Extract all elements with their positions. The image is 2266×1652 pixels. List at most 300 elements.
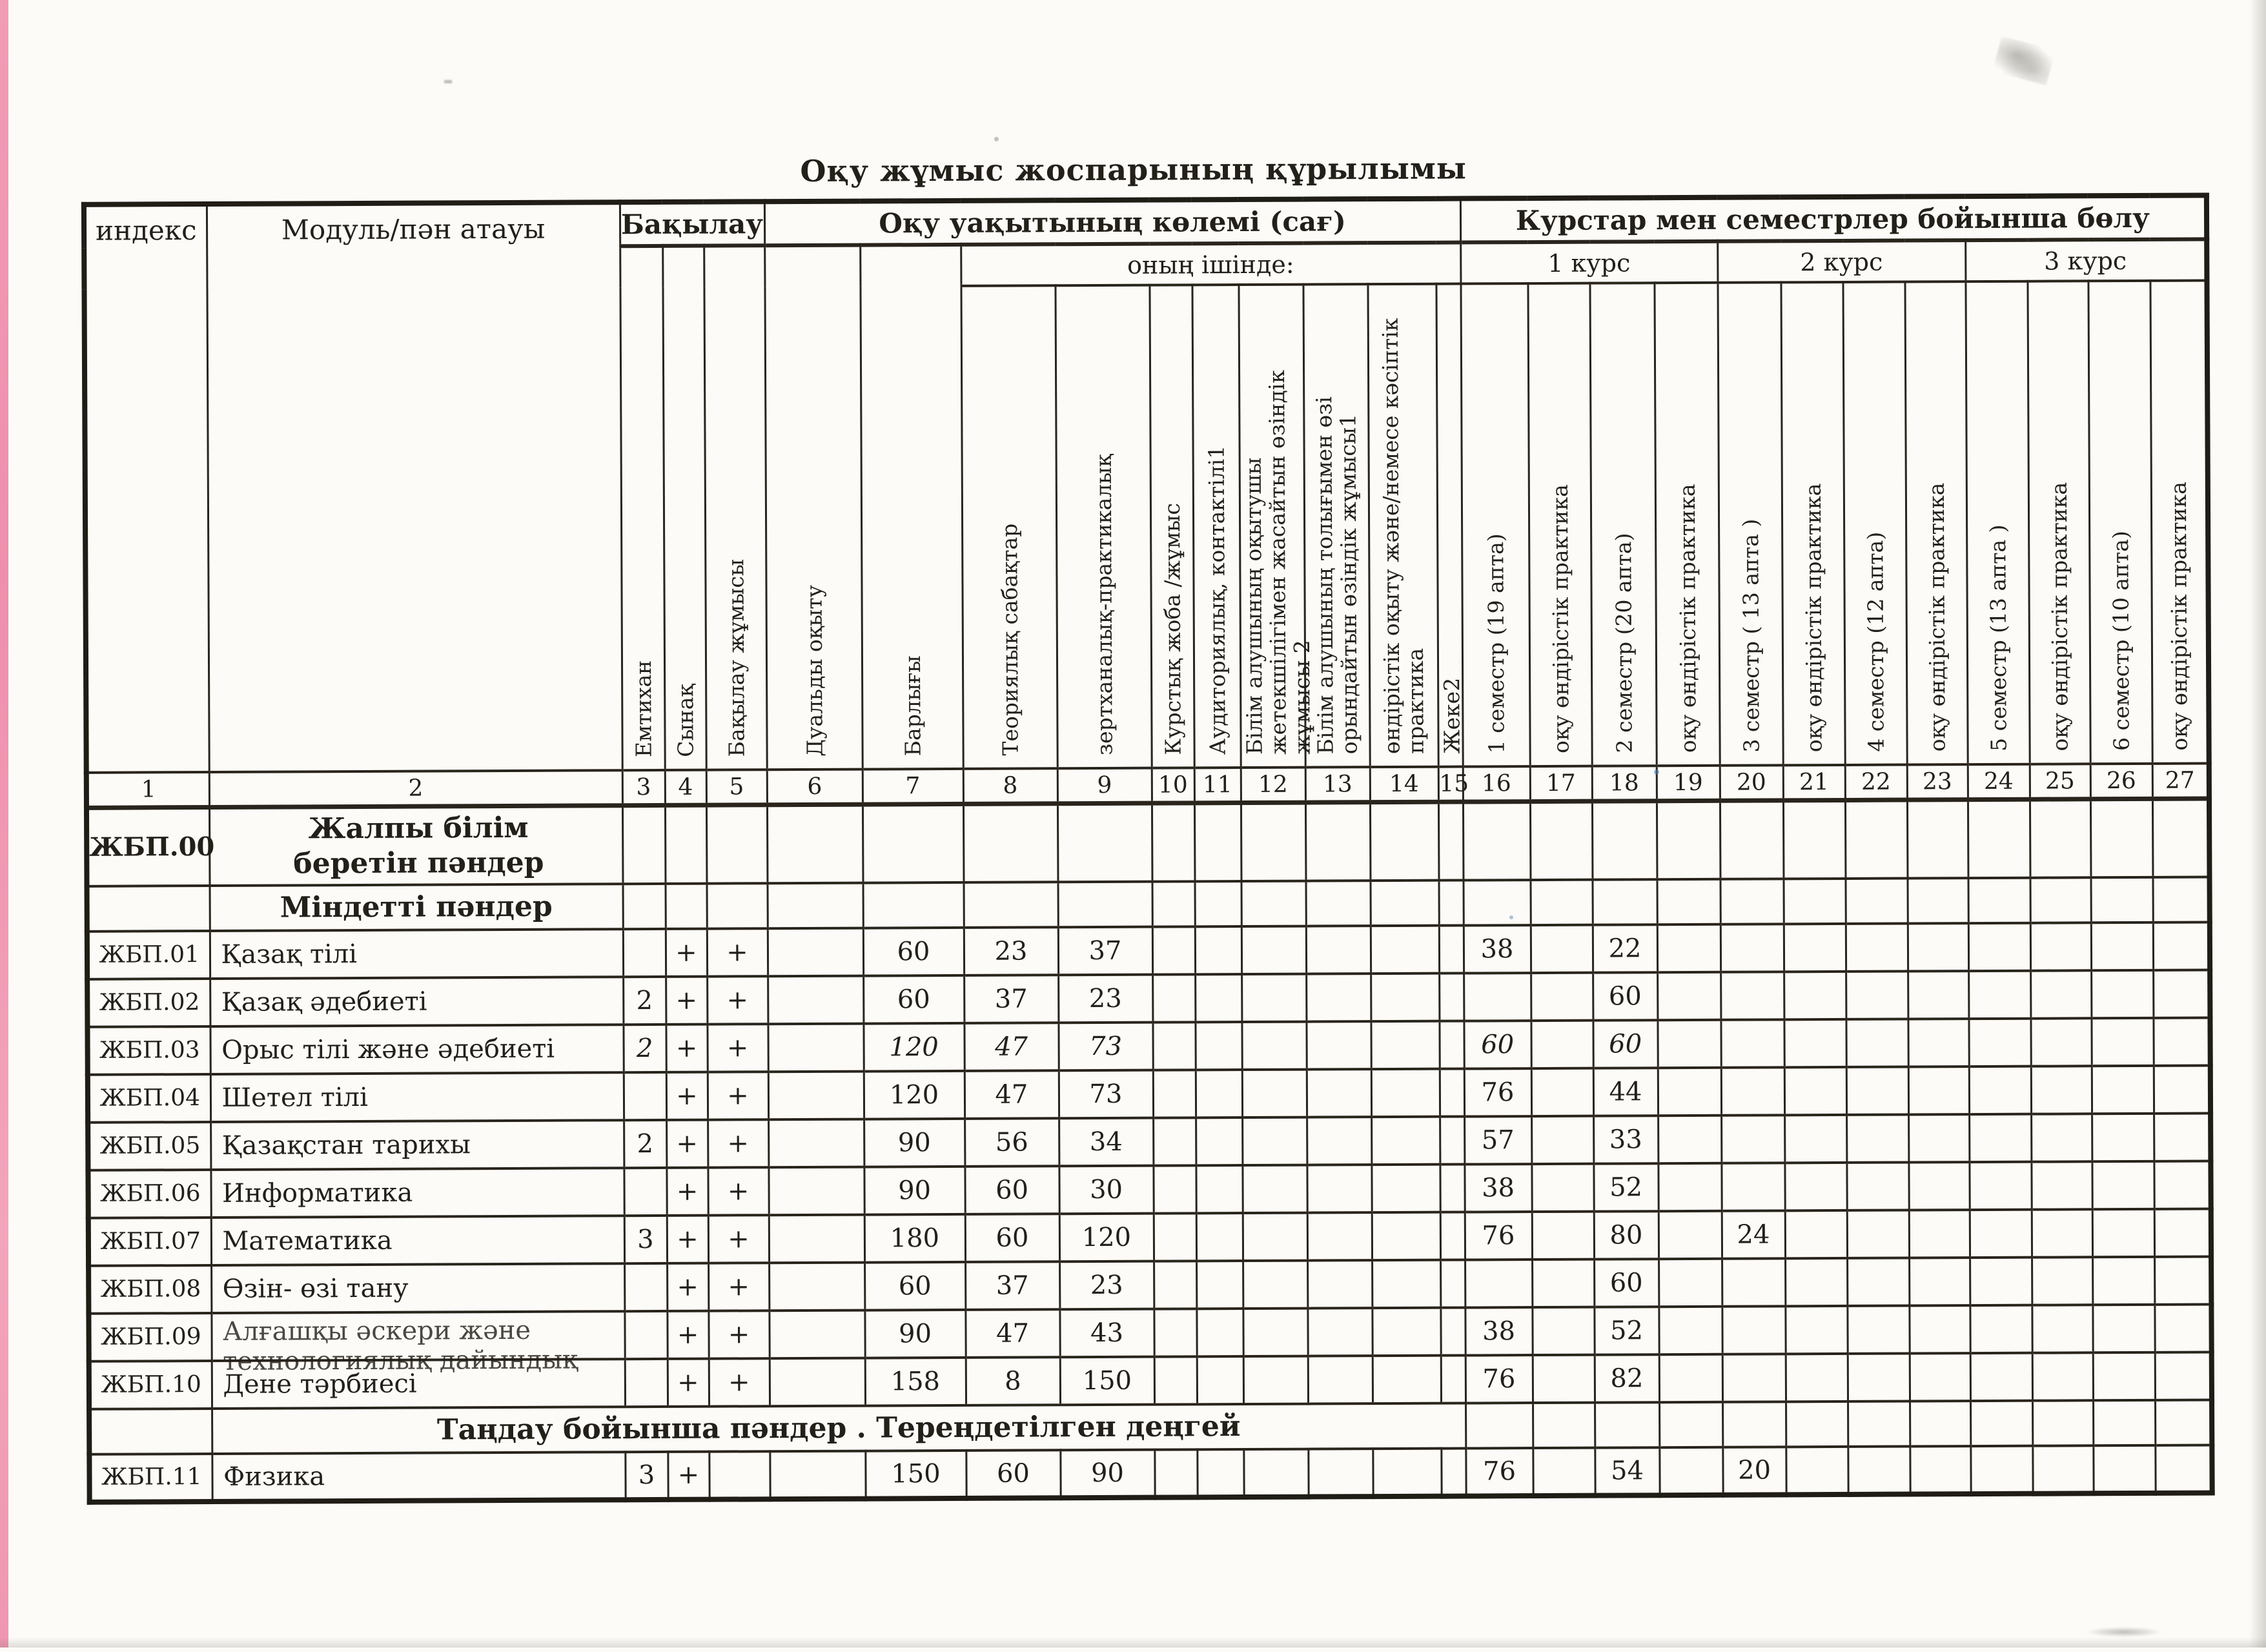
cell-col11 — [1196, 1165, 1242, 1213]
cell-col21 — [1784, 1162, 1846, 1210]
cell-col5: + — [709, 1358, 770, 1406]
col-header-ozindik-zhumysy-1 — [1303, 284, 1369, 767]
cell-col15 — [1439, 925, 1464, 973]
cell-col27 — [2154, 1256, 2211, 1304]
cell-empty-col18 — [1593, 879, 1657, 924]
cell-empty-col8 — [963, 803, 1058, 882]
cell-subject-name — [211, 1216, 624, 1265]
cell-empty-col7 — [863, 882, 964, 928]
cell-col18: 60 — [1593, 1020, 1657, 1068]
cell-col6 — [768, 975, 863, 1024]
cell-col13 — [1306, 926, 1371, 974]
cell-col22 — [1846, 923, 1908, 971]
subject-name: Қазақ тілі — [221, 939, 358, 970]
cell-col17 — [1532, 1307, 1594, 1354]
cell-subject-name — [210, 1072, 624, 1122]
cell-col15 — [1440, 1259, 1465, 1307]
cell-col17 — [1531, 1068, 1593, 1116]
cell-col25 — [2032, 1209, 2092, 1257]
cell-col10 — [1153, 1070, 1196, 1117]
course-2-header: 2 курс — [1717, 240, 1965, 283]
cell-col15 — [1440, 1116, 1464, 1164]
subject-name: Қазақстан тарихы — [221, 1129, 471, 1161]
courses-group-header: Курстар мен семестрлер бойынша бөлу — [1460, 195, 2207, 242]
cell-col8: 8 — [966, 1357, 1060, 1405]
cell-empty-col4 — [665, 805, 707, 884]
cell-col12 — [1242, 1165, 1307, 1212]
cell-col3: 2 — [624, 1119, 666, 1167]
cell-col18: 60 — [1593, 972, 1657, 1020]
col-header-ozindik-zhumysy-2 — [1238, 285, 1315, 768]
col-header-semestr-2 — [1589, 283, 1656, 766]
cell-col21 — [1784, 971, 1846, 1019]
column-number-25: 25 — [2030, 764, 2090, 799]
table-row-ЖБП.08 — [88, 1256, 2211, 1313]
cell-col18: 33 — [1593, 1116, 1658, 1163]
col-header-praktika-4 — [1904, 281, 1967, 764]
cell-col19 — [1657, 1019, 1720, 1067]
col-header-label: оқу өндірістік практика — [1674, 484, 1701, 753]
cell-col22 — [1847, 1210, 1909, 1258]
cell-section-index — [87, 886, 210, 932]
column-number-23: 23 — [1907, 764, 1968, 799]
col-header-label: Сынақ — [672, 684, 699, 757]
col-header-label: Барлығы — [899, 655, 926, 757]
cell-col7: 90 — [864, 1166, 965, 1214]
cell-col9: 30 — [1059, 1165, 1153, 1214]
col-header-emtihan — [620, 246, 665, 770]
col-header-label: 5 семестр (13 апта ) — [1985, 524, 2012, 751]
cell-col15 — [1440, 1307, 1465, 1355]
cell-col19 — [1659, 1306, 1722, 1354]
cell-empty-col26 — [2090, 799, 2153, 877]
col-header-dualdy-oqytu — [764, 245, 863, 770]
cell-col27 — [2154, 1208, 2211, 1256]
cell-col23 — [1908, 923, 1968, 971]
cell-col14 — [1372, 1212, 1440, 1259]
cell-col9: 120 — [1059, 1213, 1154, 1261]
cell-col19 — [1658, 1163, 1721, 1210]
cell-empty-col22 — [1845, 800, 1908, 879]
subject-name: Өзін- өзі тану — [222, 1273, 409, 1304]
cell-col24 — [1968, 970, 2030, 1018]
cell-subject-index: ЖБП.03 — [87, 1026, 210, 1075]
cell-col11 — [1195, 974, 1241, 1022]
cell-col23 — [1909, 1305, 1970, 1353]
cell-col4: + — [666, 1024, 707, 1072]
cell-empty-col12 — [1241, 802, 1306, 881]
cell-col19 — [1658, 1067, 1721, 1115]
cell-empty-col19 — [1659, 1402, 1722, 1447]
cell-col4: + — [668, 1358, 709, 1406]
cell-subject-name — [210, 1025, 623, 1074]
cell-subject-name — [211, 1263, 624, 1313]
cell-subject-index: ЖБП.09 — [88, 1312, 211, 1361]
cell-col27 — [2154, 1113, 2210, 1161]
cell-col23 — [1910, 1353, 1970, 1401]
cell-col14 — [1371, 1068, 1440, 1116]
cell-col21 — [1785, 1258, 1847, 1305]
cell-col20 — [1722, 1354, 1786, 1402]
cell-col8: 47 — [965, 1070, 1059, 1119]
cell-subject-index: ЖБП.07 — [88, 1217, 211, 1265]
cell-empty-col25 — [2030, 877, 2091, 923]
cell-empty-col11 — [1195, 881, 1241, 926]
cell-empty-col19 — [1657, 801, 1720, 879]
cell-col21 — [1784, 1066, 1846, 1114]
subject-name: Физика — [223, 1461, 325, 1492]
cell-col16: 38 — [1464, 925, 1531, 973]
cell-empty-col13 — [1306, 881, 1371, 926]
cell-empty-col20 — [1720, 800, 1784, 879]
cell-col13 — [1306, 1021, 1371, 1069]
cell-empty-col15 — [1438, 880, 1463, 925]
cell-empty-col27 — [2152, 798, 2210, 877]
cell-col13 — [1307, 1308, 1372, 1356]
cell-col16: 38 — [1464, 1164, 1531, 1212]
cell-subject-index: ЖБП.01 — [87, 931, 210, 979]
cell-col21 — [1784, 1019, 1846, 1066]
cell-col5: + — [707, 1024, 768, 1072]
cell-col16: 38 — [1465, 1307, 1532, 1355]
col-header-praktika-6 — [2150, 280, 2209, 763]
cell-col17 — [1531, 1116, 1593, 1163]
cell-col17 — [1531, 924, 1593, 972]
cell-col26 — [2092, 1304, 2154, 1352]
column-number-5: 5 — [706, 770, 767, 804]
col-header-semestr-3 — [1717, 282, 1782, 765]
cell-col6 — [768, 1023, 863, 1072]
column-number-9: 9 — [1057, 768, 1152, 804]
cell-col16 — [1464, 973, 1531, 1021]
col-header-label: оқу өндірістік практика — [1923, 482, 1950, 752]
cell-col10 — [1154, 1449, 1197, 1497]
col-header-label: оқу өндірістік практика — [1547, 484, 1574, 753]
cell-col3 — [625, 1358, 668, 1406]
column-number-27: 27 — [2152, 763, 2209, 798]
col-header-label: зертханалық-практикалық — [1090, 454, 1118, 756]
cell-col18: 60 — [1594, 1259, 1659, 1307]
cell-empty-col20 — [1722, 1402, 1786, 1447]
cell-col8: 60 — [965, 1214, 1059, 1262]
cell-empty-col10 — [1152, 881, 1195, 926]
table-row-ЖБП.11 — [89, 1445, 2212, 1502]
course-3-header: 3 курс — [1965, 239, 2207, 281]
module-name: Жалпы білім беретін пәндер — [293, 811, 544, 880]
cell-empty-col8 — [964, 882, 1058, 928]
cell-col7: 180 — [864, 1214, 965, 1262]
cell-empty-col14 — [1370, 802, 1439, 881]
col-header-label: 2 семестр (20 апта) — [1610, 533, 1637, 753]
cell-col17 — [1532, 1259, 1594, 1307]
cell-empty-col22 — [1848, 1401, 1910, 1446]
cell-col15 — [1440, 1164, 1464, 1212]
col-header-label: 1 семестр (19 апта) — [1482, 533, 1509, 754]
cell-col11 — [1196, 1309, 1243, 1356]
cell-col12 — [1241, 926, 1306, 974]
cell-col26 — [2093, 1445, 2155, 1493]
cell-subject-index: ЖБП.06 — [88, 1169, 210, 1218]
cell-col14 — [1371, 1021, 1439, 1068]
cell-subject-name — [212, 1452, 625, 1502]
cell-col23 — [1908, 1066, 1969, 1114]
cell-empty-col19 — [1657, 879, 1720, 924]
cell-col24 — [1968, 923, 2030, 970]
cell-col8: 37 — [964, 975, 1058, 1023]
cell-col5: + — [708, 1310, 769, 1358]
cell-col13 — [1307, 1117, 1371, 1165]
cell-empty-col24 — [1968, 877, 2030, 923]
cell-col4: + — [666, 976, 707, 1024]
cell-empty-col25 — [2032, 1400, 2093, 1445]
cell-col13 — [1307, 1260, 1372, 1308]
cell-empty-col21 — [1783, 800, 1846, 879]
cell-col8: 23 — [964, 927, 1058, 975]
col-header-label: 6 семестр (10 апта) — [2107, 531, 2134, 751]
col-header-barlygy — [860, 245, 963, 770]
cell-col11 — [1195, 926, 1241, 974]
cell-empty-col21 — [1786, 1401, 1848, 1446]
cell-empty-col23 — [1907, 799, 1968, 878]
cell-section-name: Міндетті пәндер — [210, 884, 623, 931]
cell-subject-name — [211, 1311, 624, 1376]
cell-empty-col23 — [1910, 1401, 1970, 1446]
cell-col12 — [1243, 1449, 1308, 1496]
cell-subject-name — [210, 977, 623, 1026]
cell-subject-index: ЖБП.08 — [88, 1265, 211, 1313]
cell-col8: 60 — [965, 1166, 1059, 1214]
column-number-8: 8 — [963, 768, 1057, 804]
cell-col22 — [1847, 1258, 1909, 1305]
cell-col22 — [1846, 1066, 1908, 1114]
cell-col8: 47 — [965, 1309, 1059, 1358]
cell-col20: 20 — [1722, 1447, 1786, 1494]
cell-col13 — [1307, 1165, 1371, 1212]
cell-empty-col20 — [1720, 879, 1784, 924]
cell-col4: + — [666, 928, 707, 976]
table-row-ЖБП.05 — [88, 1113, 2210, 1170]
cell-col23 — [1910, 1446, 1970, 1494]
cell-col4: + — [667, 1215, 708, 1263]
cell-col4: + — [668, 1451, 709, 1499]
column-number-15: 15 — [1438, 767, 1463, 802]
cell-empty-col7 — [863, 804, 964, 882]
cell-col11 — [1196, 1070, 1242, 1117]
cell-col3 — [623, 928, 666, 976]
cell-col24 — [1970, 1305, 2032, 1352]
subject-name: Қазақ әдебиеті — [221, 986, 427, 1017]
cell-col14 — [1371, 925, 1439, 973]
cell-col12 — [1243, 1260, 1307, 1308]
cell-col24 — [1970, 1352, 2032, 1400]
col-header-praktika-2 — [1654, 283, 1719, 766]
cell-col4: + — [666, 1072, 708, 1119]
col-header-praktika-5 — [2027, 281, 2090, 764]
column-number-21: 21 — [1783, 765, 1845, 800]
cell-col8: 37 — [965, 1261, 1059, 1310]
col-header-ondiristik-oqytu — [1367, 284, 1438, 767]
cell-col20: 24 — [1722, 1210, 1785, 1258]
cell-col24 — [1970, 1209, 2032, 1257]
cell-empty-col9 — [1058, 881, 1152, 927]
cell-col9: 34 — [1059, 1117, 1153, 1166]
cell-col23 — [1908, 1114, 1969, 1162]
col-header-label: Жеке2 — [1438, 677, 1465, 754]
column-number-22: 22 — [1845, 765, 1907, 800]
cell-col22 — [1848, 1446, 1910, 1494]
cell-col19 — [1659, 1210, 1722, 1258]
curriculum-table — [81, 192, 2215, 1504]
cell-col3 — [624, 1310, 667, 1358]
col-header-label: Курстық жоба /жұмыс — [1159, 503, 1186, 755]
cell-col6 — [769, 1262, 864, 1310]
cell-col20 — [1721, 1067, 1784, 1115]
column-number-16: 16 — [1463, 766, 1530, 801]
document-title: Оқу жұмыс жоспарының құрылымы — [800, 150, 1467, 189]
cell-col11 — [1195, 1022, 1241, 1070]
column-number-1: 1 — [87, 772, 209, 808]
cell-col25 — [2031, 1114, 2092, 1161]
col-header-praktika-3 — [1781, 282, 1844, 765]
subject-name: Орыс тілі және әдебиеті — [221, 1034, 555, 1065]
col-header-auditoriyalyq — [1192, 285, 1240, 768]
cell-col14 — [1372, 1307, 1440, 1355]
col-header-label: Теориялық сабақтар — [996, 523, 1023, 756]
cell-col16: 76 — [1465, 1448, 1533, 1496]
cell-section-index — [89, 1408, 212, 1454]
cell-col4: + — [666, 1167, 708, 1215]
cell-col25 — [2032, 1257, 2092, 1305]
cell-col9: 23 — [1059, 1261, 1154, 1309]
subject-name: Алғашқы әскери және технологиялық дайындық — [222, 1315, 578, 1376]
cell-empty-col16 — [1463, 801, 1531, 880]
cell-empty-col16 — [1465, 1403, 1533, 1448]
cell-col13 — [1306, 974, 1371, 1021]
cell-col25 — [2030, 923, 2091, 970]
cell-col6 — [768, 1167, 864, 1215]
cell-col26 — [2092, 1113, 2154, 1161]
column-number-17: 17 — [1530, 766, 1592, 801]
cell-col17 — [1532, 1211, 1594, 1259]
cell-col25 — [2032, 1305, 2092, 1352]
col-header-label: 4 семестр (12 апта) — [1862, 531, 1889, 752]
cell-col12 — [1243, 1308, 1307, 1356]
cell-col15 — [1440, 1212, 1465, 1259]
cell-col19 — [1659, 1447, 1722, 1494]
cell-col10 — [1153, 1117, 1196, 1165]
cell-col17 — [1531, 1163, 1593, 1211]
subject-name: Шетел тілі — [221, 1082, 368, 1113]
course-1-header: 1 курс — [1460, 241, 1717, 284]
cell-col7: 90 — [864, 1118, 965, 1167]
cell-col26 — [2091, 1017, 2153, 1065]
col-header-zheke — [1436, 284, 1465, 767]
cell-col11 — [1196, 1213, 1243, 1261]
cell-empty-col23 — [1908, 878, 1968, 923]
cell-col27 — [2153, 970, 2210, 1017]
table-row-ЖБП.04 — [88, 1065, 2210, 1122]
col-header-label: оқу өндірістік практика — [2046, 482, 2073, 751]
cell-col11 — [1196, 1117, 1242, 1165]
cell-col5: + — [708, 1119, 768, 1167]
cell-empty-col25 — [2030, 799, 2091, 877]
col-header-label: 3 семестр ( 13 апта ) — [1737, 518, 1764, 753]
cell-col19 — [1659, 1354, 1722, 1402]
subject-name: Дене тәрбиесі — [223, 1369, 417, 1400]
cell-col6 — [770, 1358, 865, 1406]
cell-col5: + — [707, 976, 768, 1024]
cell-col3: 2 — [623, 1024, 666, 1072]
cell-col19 — [1658, 1115, 1721, 1163]
cell-col27 — [2155, 1352, 2212, 1400]
cell-col26 — [2092, 1256, 2154, 1304]
cell-col6 — [769, 1310, 864, 1358]
cell-col22 — [1846, 1019, 1908, 1066]
column-number-26: 26 — [2090, 764, 2152, 799]
column-number-3: 3 — [622, 770, 665, 805]
cell-subject-name — [210, 1168, 624, 1218]
column-number-14: 14 — [1370, 767, 1438, 802]
cell-empty-col3 — [622, 805, 666, 884]
cell-col26 — [2093, 1352, 2155, 1400]
cell-col11 — [1196, 1261, 1243, 1309]
cell-col4: + — [667, 1263, 708, 1310]
cell-col15 — [1440, 1068, 1464, 1116]
cell-col26 — [2092, 1208, 2154, 1256]
cell-col18: 54 — [1595, 1447, 1659, 1495]
cell-col17 — [1533, 1447, 1595, 1495]
cell-col26 — [2091, 970, 2153, 1017]
cell-col23 — [1909, 1210, 1970, 1258]
cell-empty-col3 — [623, 883, 666, 928]
cell-empty-col16 — [1464, 880, 1531, 925]
column-number-20: 20 — [1720, 765, 1783, 800]
col-header-semestr-1 — [1461, 283, 1530, 766]
cell-col7: 120 — [864, 1070, 965, 1119]
cell-col3 — [624, 1263, 667, 1310]
cell-col21 — [1785, 1305, 1847, 1353]
cell-empty-col5 — [707, 883, 768, 928]
cell-empty-col18 — [1592, 801, 1657, 879]
cell-col5: + — [708, 1263, 769, 1310]
cell-col7: 158 — [865, 1357, 966, 1405]
cell-col4: + — [666, 1119, 708, 1167]
cell-subject-index: ЖБП.02 — [87, 979, 210, 1027]
col-header-label: Емтихан — [630, 660, 657, 758]
cell-col3: 3 — [625, 1451, 668, 1499]
cell-col7: 120 — [863, 1023, 964, 1071]
cell-col11 — [1197, 1449, 1243, 1497]
cell-col21 — [1784, 1114, 1846, 1162]
cell-col12 — [1243, 1212, 1307, 1260]
col-header-semestr-6 — [2088, 281, 2152, 764]
cell-col21 — [1785, 1210, 1847, 1258]
cell-col16 — [1465, 1259, 1532, 1307]
table-row-ЖБП.06 — [88, 1161, 2210, 1218]
cell-col16: 60 — [1464, 1021, 1531, 1068]
table-row-ЖБП.09 — [88, 1304, 2211, 1361]
cell-col4: + — [667, 1310, 708, 1358]
index-column-header: индекс — [84, 204, 209, 773]
cell-col26 — [2092, 1065, 2154, 1113]
cell-col23 — [1908, 1162, 1969, 1210]
cell-empty-col27 — [2155, 1400, 2212, 1445]
col-header-synaq — [662, 246, 706, 770]
cell-col12 — [1243, 1356, 1308, 1403]
cell-empty-col27 — [2153, 877, 2210, 922]
cell-col22 — [1846, 1114, 1908, 1162]
cell-col27 — [2154, 1304, 2211, 1352]
